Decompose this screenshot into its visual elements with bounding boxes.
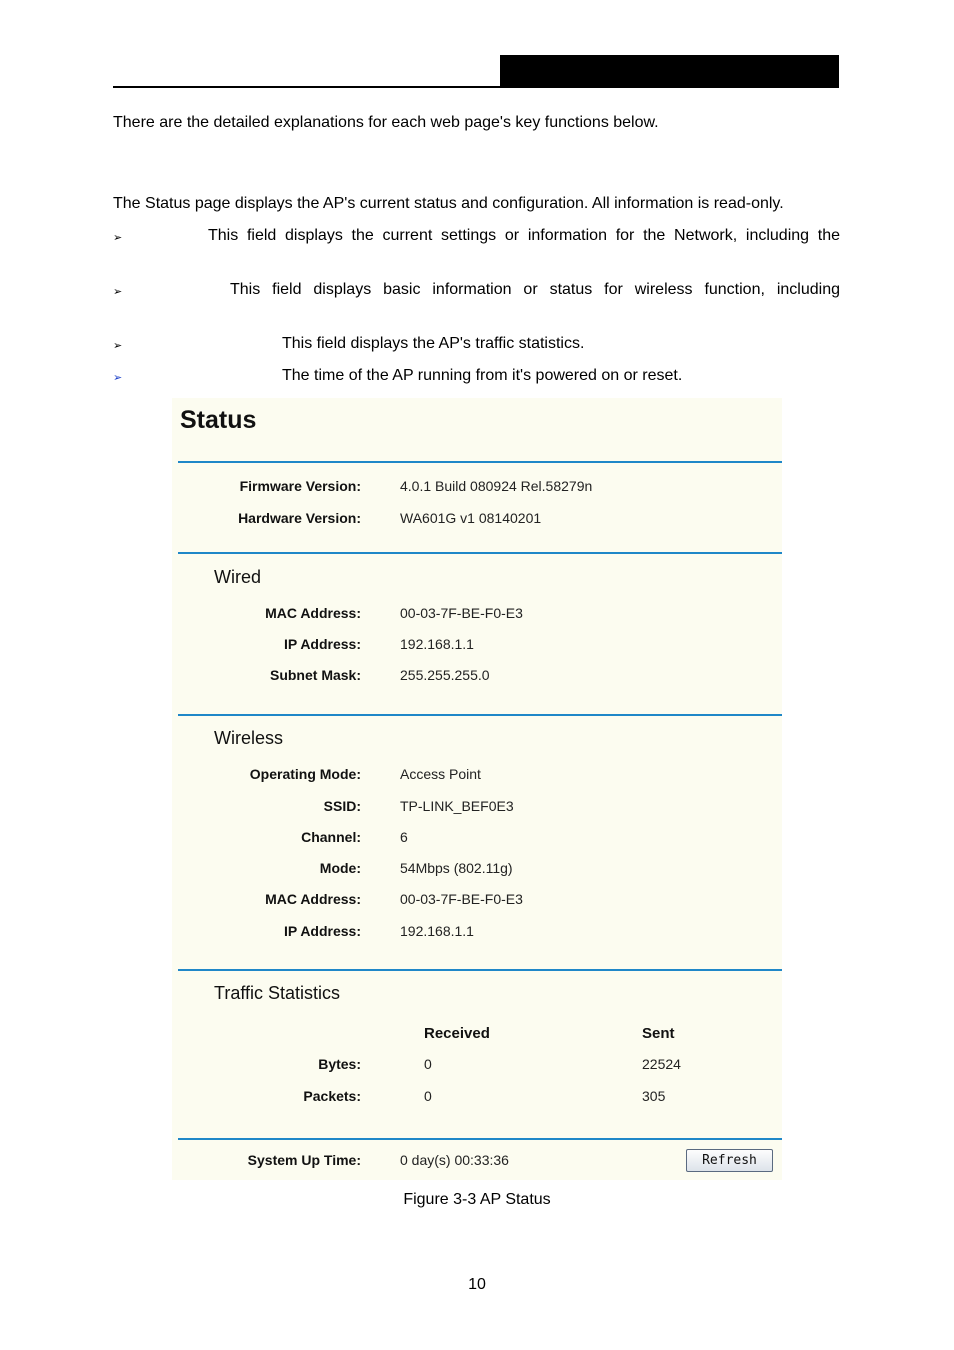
header-bar — [500, 55, 839, 88]
section-divider — [178, 1138, 782, 1140]
bullet-arrow-icon: ➢ — [113, 340, 123, 352]
bullet-uptime-text: The time of the AP running from it's powered on or reset. — [282, 367, 683, 384]
wireless-mac-label: MAC Address: — [265, 891, 361, 907]
refresh-button[interactable]: Refresh — [686, 1149, 773, 1172]
header-rule — [113, 86, 500, 88]
hardware-value: WA601G v1 08140201 — [400, 510, 542, 526]
bytes-sent: 22524 — [642, 1056, 681, 1072]
firmware-value: 4.0.1 Build 080924 Rel.58279n — [400, 478, 593, 494]
section-divider — [178, 714, 782, 716]
bullet-wired-text: This field displays the current settings or information for the Network, including the — [208, 227, 840, 244]
packets-sent: 305 — [642, 1088, 666, 1104]
subnet-mask-value: 255.255.255.0 — [400, 667, 490, 683]
channel-label: Channel: — [301, 829, 361, 845]
traffic-heading: Traffic Statistics — [214, 983, 341, 1003]
wired-ip-label: IP Address: — [283, 636, 361, 652]
bytes-received: 0 — [424, 1056, 432, 1072]
page-title: Status — [180, 406, 257, 434]
bullet-arrow-icon: ➢ — [113, 372, 123, 384]
sent-column-header: Sent — [642, 1025, 675, 1042]
received-column-header: Received — [424, 1025, 490, 1042]
uptime-label: System Up Time: — [247, 1152, 361, 1168]
wired-mac-value: 00-03-7F-BE-F0-E3 — [400, 605, 523, 621]
packets-label: Packets: — [303, 1088, 361, 1104]
page-number: 10 — [468, 1276, 486, 1293]
bullet-wireless-text: This field displays basic information or status for wireless function, including — [230, 281, 840, 298]
status-description: The Status page displays the AP's current status and configuration. All information is read-only. — [113, 195, 784, 212]
figure-caption: Figure 3-3 AP Status — [403, 1191, 551, 1208]
subnet-mask-label: Subnet Mask: — [269, 667, 361, 683]
uptime-value: 0 day(s) 00:33:36 — [400, 1152, 509, 1168]
ssid-value: TP-LINK_BEF0E3 — [400, 798, 514, 814]
firmware-label: Firmware Version: — [239, 478, 361, 494]
bytes-label: Bytes: — [318, 1056, 361, 1072]
hardware-label: Hardware Version: — [238, 510, 361, 526]
operating-mode-value: Access Point — [400, 766, 481, 782]
channel-value: 6 — [400, 829, 408, 845]
section-divider — [178, 969, 782, 971]
wireless-heading: Wireless — [214, 728, 284, 748]
wired-heading: Wired — [214, 567, 262, 587]
wireless-ip-label: IP Address: — [283, 923, 361, 939]
wired-mac-label: MAC Address: — [265, 605, 361, 621]
wireless-ip-value: 192.168.1.1 — [400, 923, 474, 939]
mode-label: Mode: — [319, 860, 361, 876]
section-divider — [178, 552, 782, 554]
bullet-arrow-icon: ➢ — [113, 232, 123, 244]
packets-received: 0 — [424, 1088, 432, 1104]
status-panel — [172, 398, 782, 1180]
ssid-label: SSID: — [323, 798, 361, 814]
bullet-traffic-text: This field displays the AP's traffic statistics. — [282, 335, 585, 352]
wireless-mac-value: 00-03-7F-BE-F0-E3 — [400, 891, 523, 907]
operating-mode-label: Operating Mode: — [249, 766, 361, 782]
mode-value: 54Mbps (802.11g) — [400, 860, 513, 876]
intro-text: There are the detailed explanations for each web page's key functions below. — [113, 114, 659, 131]
bullet-arrow-icon: ➢ — [113, 286, 123, 298]
section-divider — [178, 461, 782, 463]
wired-ip-value: 192.168.1.1 — [400, 636, 474, 652]
